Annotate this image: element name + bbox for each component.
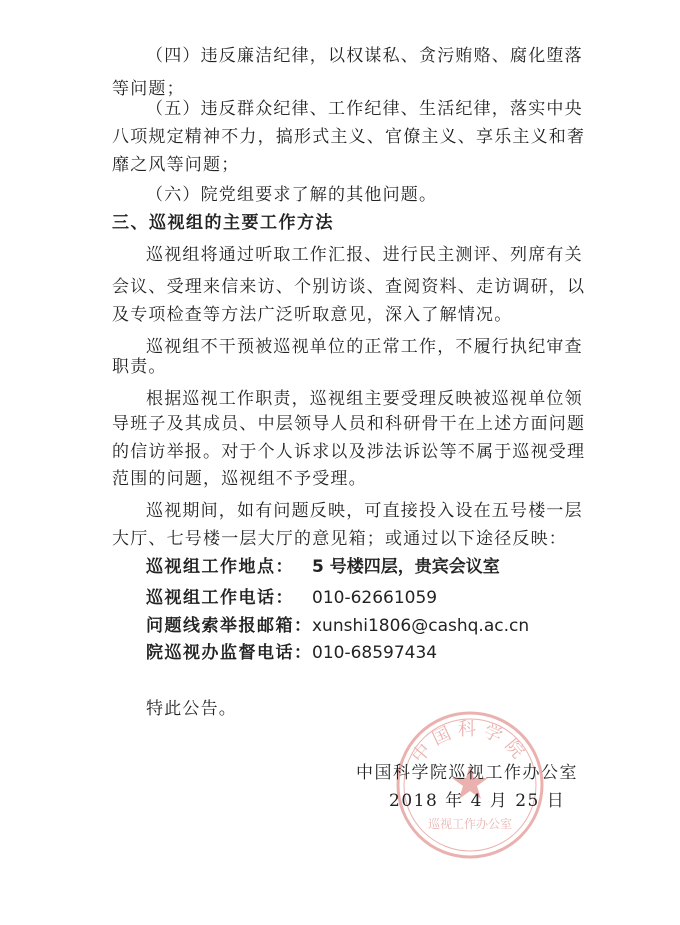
contact-address-label: 巡视组工作地点： [146,557,294,577]
para-1-line-2: 会议、受理来信来访、个别访谈、查阅资料、走访调研，以 [112,277,586,297]
para-3-line-3: 的信访举报。对于个人诉求以及涉法诉讼等不属于巡视受理 [112,442,586,462]
contact-supervision-label: 院巡视办监督电话： [146,643,313,663]
official-seal-icon [385,700,555,870]
signature-date: 2018 年 4 月 25 日 [389,791,566,811]
section-3-heading: 三、巡视组的主要工作方法 [112,213,334,233]
item-6-line-1: （六）院党组要求了解的其他问题。 [146,185,438,205]
para-3-line-4: 范围的问题，巡视组不予受理。 [112,469,367,489]
item-5-line-2: 八项规定精神不力，搞形式主义、官僚主义、享乐主义和奢 [112,127,586,147]
para-3-line-2: 导班子及其成员、中层领导人员和科研骨干在上述方面问题 [112,414,586,434]
item-5-line-1: （五）违反群众纪律、工作纪律、生活纪律，落实中央 [146,99,583,119]
contact-email-value: xunshi1806@cashq.ac.cn [312,616,530,636]
svg-text:中国科学院: 中国科学院 [407,719,533,768]
para-2-line-2: 职责。 [112,357,167,377]
item-4-line-1: （四）违反廉洁纪律，以权谋私、贪污贿赂、腐化堕落 [146,46,583,66]
svg-text:巡视工作办公室: 巡视工作办公室 [427,817,513,831]
para-4-line-1: 巡视期间，如有问题反映，可直接投入设在五号楼一层 [146,501,583,521]
para-3-line-1: 根据巡视工作职责，巡视组主要受理反映被巡视单位领 [146,389,583,409]
closing-text: 特此公告。 [146,699,237,719]
item-5-line-3: 靡之风等问题； [112,155,240,175]
signature-org: 中国科学院巡视工作办公室 [356,763,578,783]
item-4-line-2: 等问题； [112,79,185,99]
contact-phone-label: 巡视组工作电话： [146,588,294,608]
contact-address-value: 5 号楼四层，贵宾会议室 [312,557,500,577]
contact-supervision-value: 010-68597434 [312,643,438,663]
para-1-line-1: 巡视组将通过听取工作汇报、进行民主测评、列席有关 [146,245,583,265]
para-1-line-3: 及专项检查等方法广泛听取意见，深入了解情况。 [112,305,513,325]
para-4-line-2: 大厅、七号楼一层大厅的意见箱；或通过以下途径反映： [112,529,567,549]
contact-phone-value: 010-62661059 [312,588,438,608]
para-2-line-1: 巡视组不干预被巡视单位的正常工作，不履行执纪审查 [146,337,583,357]
contact-email-label: 问题线索举报邮箱： [146,616,313,636]
